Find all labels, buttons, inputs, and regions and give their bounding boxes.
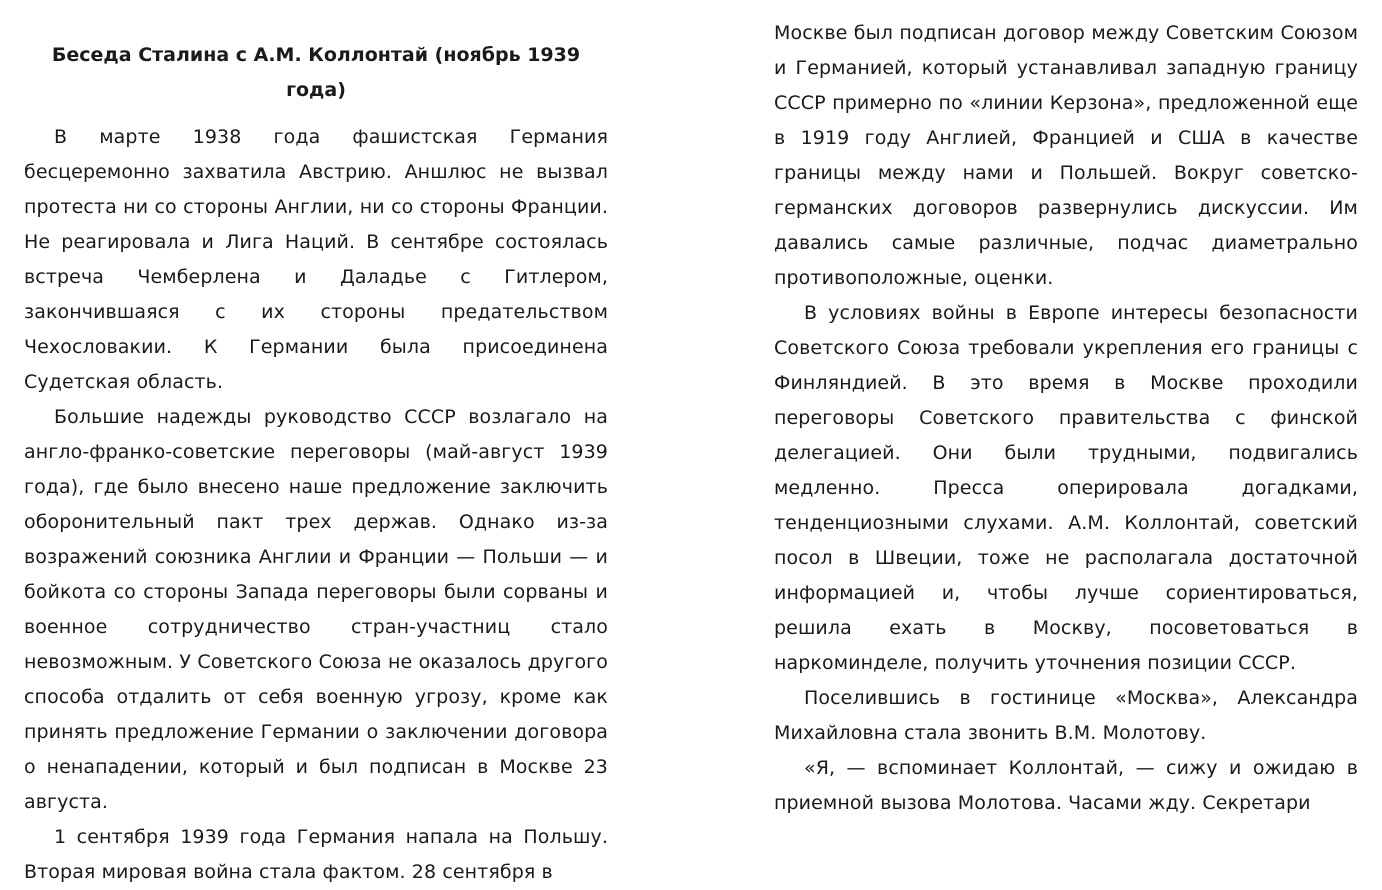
paragraph-anschluss: В марте 1938 года фашистская Германия бесцеремонно захватила Австрию. Аншлюс не вызвал протеста ни со стороны Англии, ни со стороны Франции. Не реагировала и Лига Наций. В сентябре состоялась встреча Чемберлена и Даладье с Гитлером, закончившаяся с их стороны предательством Чехословакии. К Германии была присоединена Судетская область.: [24, 126, 608, 393]
left-page: [24, 0, 608, 883]
paragraph-war-start: 1 сентября 1939 года Германия напала на Польшу. Вторая мировая война стала фактом. 28 сентября в: [24, 826, 608, 883]
right-page: [774, 0, 1358, 855]
paragraph-hotel: Поселившись в гостинице «Москва», Александра Михайловна стала звонить В.М. Молотову.: [774, 687, 1358, 744]
paragraph-negotiations: Большие надежды руководство СССР возлагало на англо-франко-советские переговоры (май-август 1939 года), где было внесено наше предложение заключить оборонительный пакт трех держав. Однако из-за возражений союзника Англии и Франции — Польши — и бойкота со стороны Запада переговоры были сорваны и военное сотрудничество стран-участниц стало невозможным. У Советского Союза не оказалось другого способа отдалить от себя военную угрозу, кроме как принять предложение Германии о заключении договора о ненападении, который и был подписан в Москве 23 августа.: [24, 406, 608, 813]
paragraph-finland: В условиях войны в Европе интересы безопасности Советского Союза требовали укрепления его границы с Финляндией. В это время в Москве проходили переговоры Советского правительства с финской делегацией. Они были трудными, подвигались медленно. Пресса оперировала догадками, тенденциозными слухами. А.М. Коллонтай, советский посол в Швеции, тоже не располагала достаточной информацией и, чтобы лучше сориентироваться, решила ехать в Москву, посоветоваться в наркоминделе, получить уточнения позиции СССР.: [774, 302, 1358, 674]
paragraph-quote: «Я, — вспоминает Коллонтай, — сижу и ожидаю в приемной вызова Молотова. Часами жду. Секретари: [774, 757, 1358, 814]
paragraph-treaty-continued: Москве был подписан договор между Советским Союзом и Германией, который устанавливал западную границу СССР примерно по «линии Керзона», предложенной еще в 1919 году Англией, Францией и США в качестве границы между нами и Польшей. Вокруг советско-германских договоров развернулись дискуссии. Им давались самые различные, подчас диаметрально противоположные, оценки.: [774, 22, 1358, 289]
document-title: Беседа Сталина с А.М. Коллонтай (ноябрь 1939 года): [51, 44, 581, 101]
